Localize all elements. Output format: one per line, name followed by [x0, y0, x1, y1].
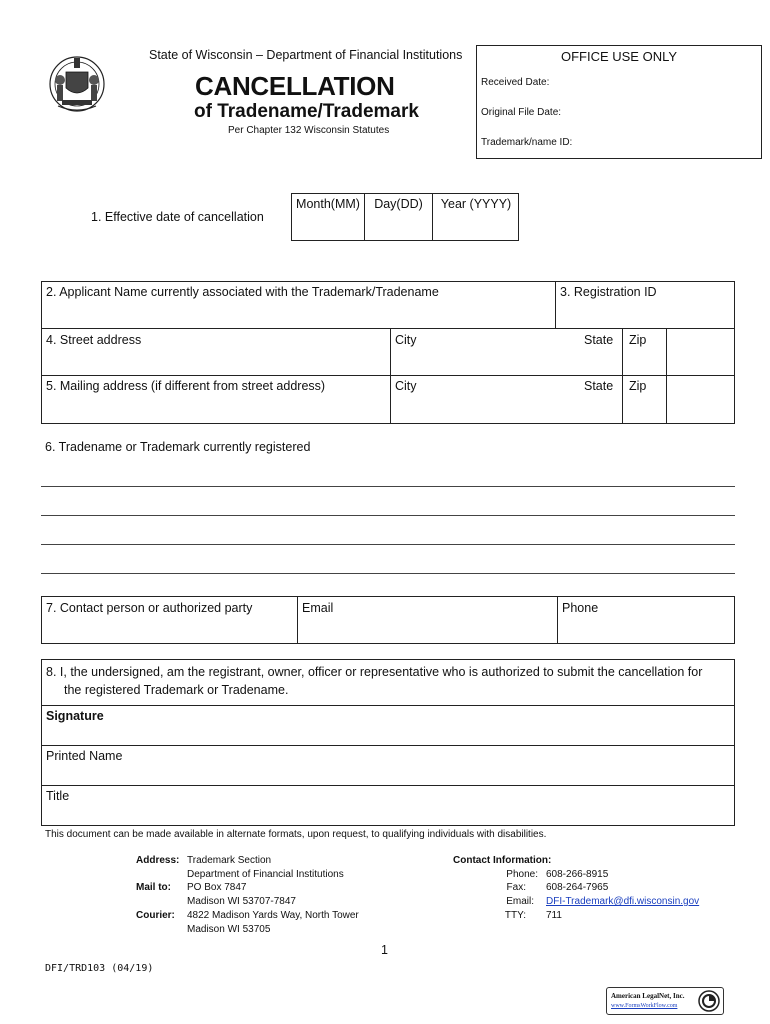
- phone-label: Phone:: [506, 869, 538, 880]
- office-use-heading: OFFICE USE ONLY: [560, 49, 678, 64]
- statute-reference: Per Chapter 132 Wisconsin Statutes: [228, 125, 390, 136]
- printed-name-field[interactable]: Printed Name: [46, 749, 123, 763]
- title-field[interactable]: Title: [46, 789, 70, 803]
- registration-id-field[interactable]: 3. Registration ID: [560, 285, 657, 299]
- phone-value: 608-266-8915: [546, 869, 609, 880]
- tty-value: 711: [546, 910, 562, 921]
- mailing-zip-field[interactable]: Zip: [629, 379, 647, 393]
- signature-field[interactable]: Signature: [46, 709, 104, 723]
- page-number: 1: [381, 943, 388, 957]
- mailing-city-field[interactable]: City: [395, 379, 417, 393]
- accessibility-notice: This document can be made available in alternate formats, upon request, to qualifying individuals with disabilities.: [45, 829, 547, 840]
- phone-field[interactable]: Phone: [562, 601, 599, 615]
- email-label: Email:: [506, 896, 534, 907]
- tradename-line-4[interactable]: [41, 573, 735, 574]
- address-line-2: Department of Financial Institutions: [187, 869, 344, 880]
- state-field[interactable]: State: [584, 333, 614, 347]
- office-use-box: [476, 45, 762, 159]
- form-code: DFI/TRD103 (04/19): [45, 963, 154, 974]
- mail-line-1: PO Box 7847: [187, 882, 247, 893]
- contact-info-label: Contact Information:: [453, 855, 552, 866]
- received-date-label: Received Date:: [481, 77, 550, 88]
- city-field[interactable]: City: [395, 333, 417, 347]
- trademark-id-label: Trademark/name ID:: [481, 137, 573, 148]
- courier-line-2: Madison WI 53705: [187, 924, 271, 935]
- email-link[interactable]: DFI-Trademark@dfi.wisconsin.gov: [546, 896, 700, 907]
- day-label: Day(DD): [374, 197, 423, 211]
- address-label: Address:: [136, 855, 180, 866]
- month-field[interactable]: [292, 194, 365, 240]
- certification-box: [41, 659, 735, 826]
- tradename-label: 6. Tradename or Trademark currently registered: [45, 440, 311, 454]
- agency-name: State of Wisconsin – Department of Financial Institutions: [149, 48, 463, 62]
- tty-label: TTY:: [504, 910, 526, 921]
- fax-label: Fax:: [506, 882, 526, 893]
- tradename-line-2[interactable]: [41, 515, 735, 516]
- courier-label: Courier:: [136, 910, 175, 921]
- month-label: Month(MM): [296, 197, 360, 211]
- contact-person-field[interactable]: 7. Contact person or authorized party: [46, 601, 253, 615]
- year-field[interactable]: [433, 194, 519, 240]
- effective-date-label: 1. Effective date of cancellation: [91, 210, 264, 224]
- state-seal-icon: [48, 50, 106, 118]
- tradename-line-1[interactable]: [41, 486, 735, 487]
- day-field[interactable]: [365, 194, 433, 240]
- email-field[interactable]: Email: [302, 601, 334, 615]
- street-address-field[interactable]: 4. Street address: [46, 333, 142, 347]
- courier-line-1: 4822 Madison Yards Way, North Tower: [187, 910, 359, 921]
- mailing-address-field[interactable]: 5. Mailing address (if different from street address): [46, 379, 326, 393]
- american-legalnet-badge[interactable]: [606, 987, 724, 1015]
- form-title: CANCELLATION: [195, 71, 395, 101]
- american-legalnet-logo-icon: [698, 990, 720, 1012]
- certification-statement: 8. I, the undersigned, am the registrant, owner, officer or representative who is authorized to submit the cancellation for: [46, 665, 703, 679]
- original-file-date-label: Original File Date:: [481, 107, 562, 118]
- applicant-name-field[interactable]: 2. Applicant Name currently associated with the Trademark/Tradename: [46, 285, 439, 299]
- tradename-line-3[interactable]: [41, 544, 735, 545]
- zip-field[interactable]: Zip: [629, 333, 647, 347]
- badge-url[interactable]: www.FormsWorkFlow.com: [611, 1003, 678, 1009]
- certification-statement-cont: the registered Trademark or Tradename.: [64, 683, 289, 697]
- year-label: Year (YYYY): [440, 197, 512, 211]
- mail-to-label: Mail to:: [136, 882, 171, 893]
- fax-value: 608-264-7965: [546, 882, 609, 893]
- applicant-address-grid: [41, 281, 735, 424]
- form-subtitle: of Tradename/Trademark: [194, 101, 419, 122]
- mailing-state-field[interactable]: State: [584, 379, 614, 393]
- mail-line-2: Madison WI 53707-7847: [187, 896, 296, 907]
- effective-date-box: [291, 193, 519, 241]
- contact-grid: [41, 596, 735, 644]
- badge-name: American LegalNet, Inc.: [611, 992, 685, 1000]
- address-line-1: Trademark Section: [187, 855, 272, 866]
